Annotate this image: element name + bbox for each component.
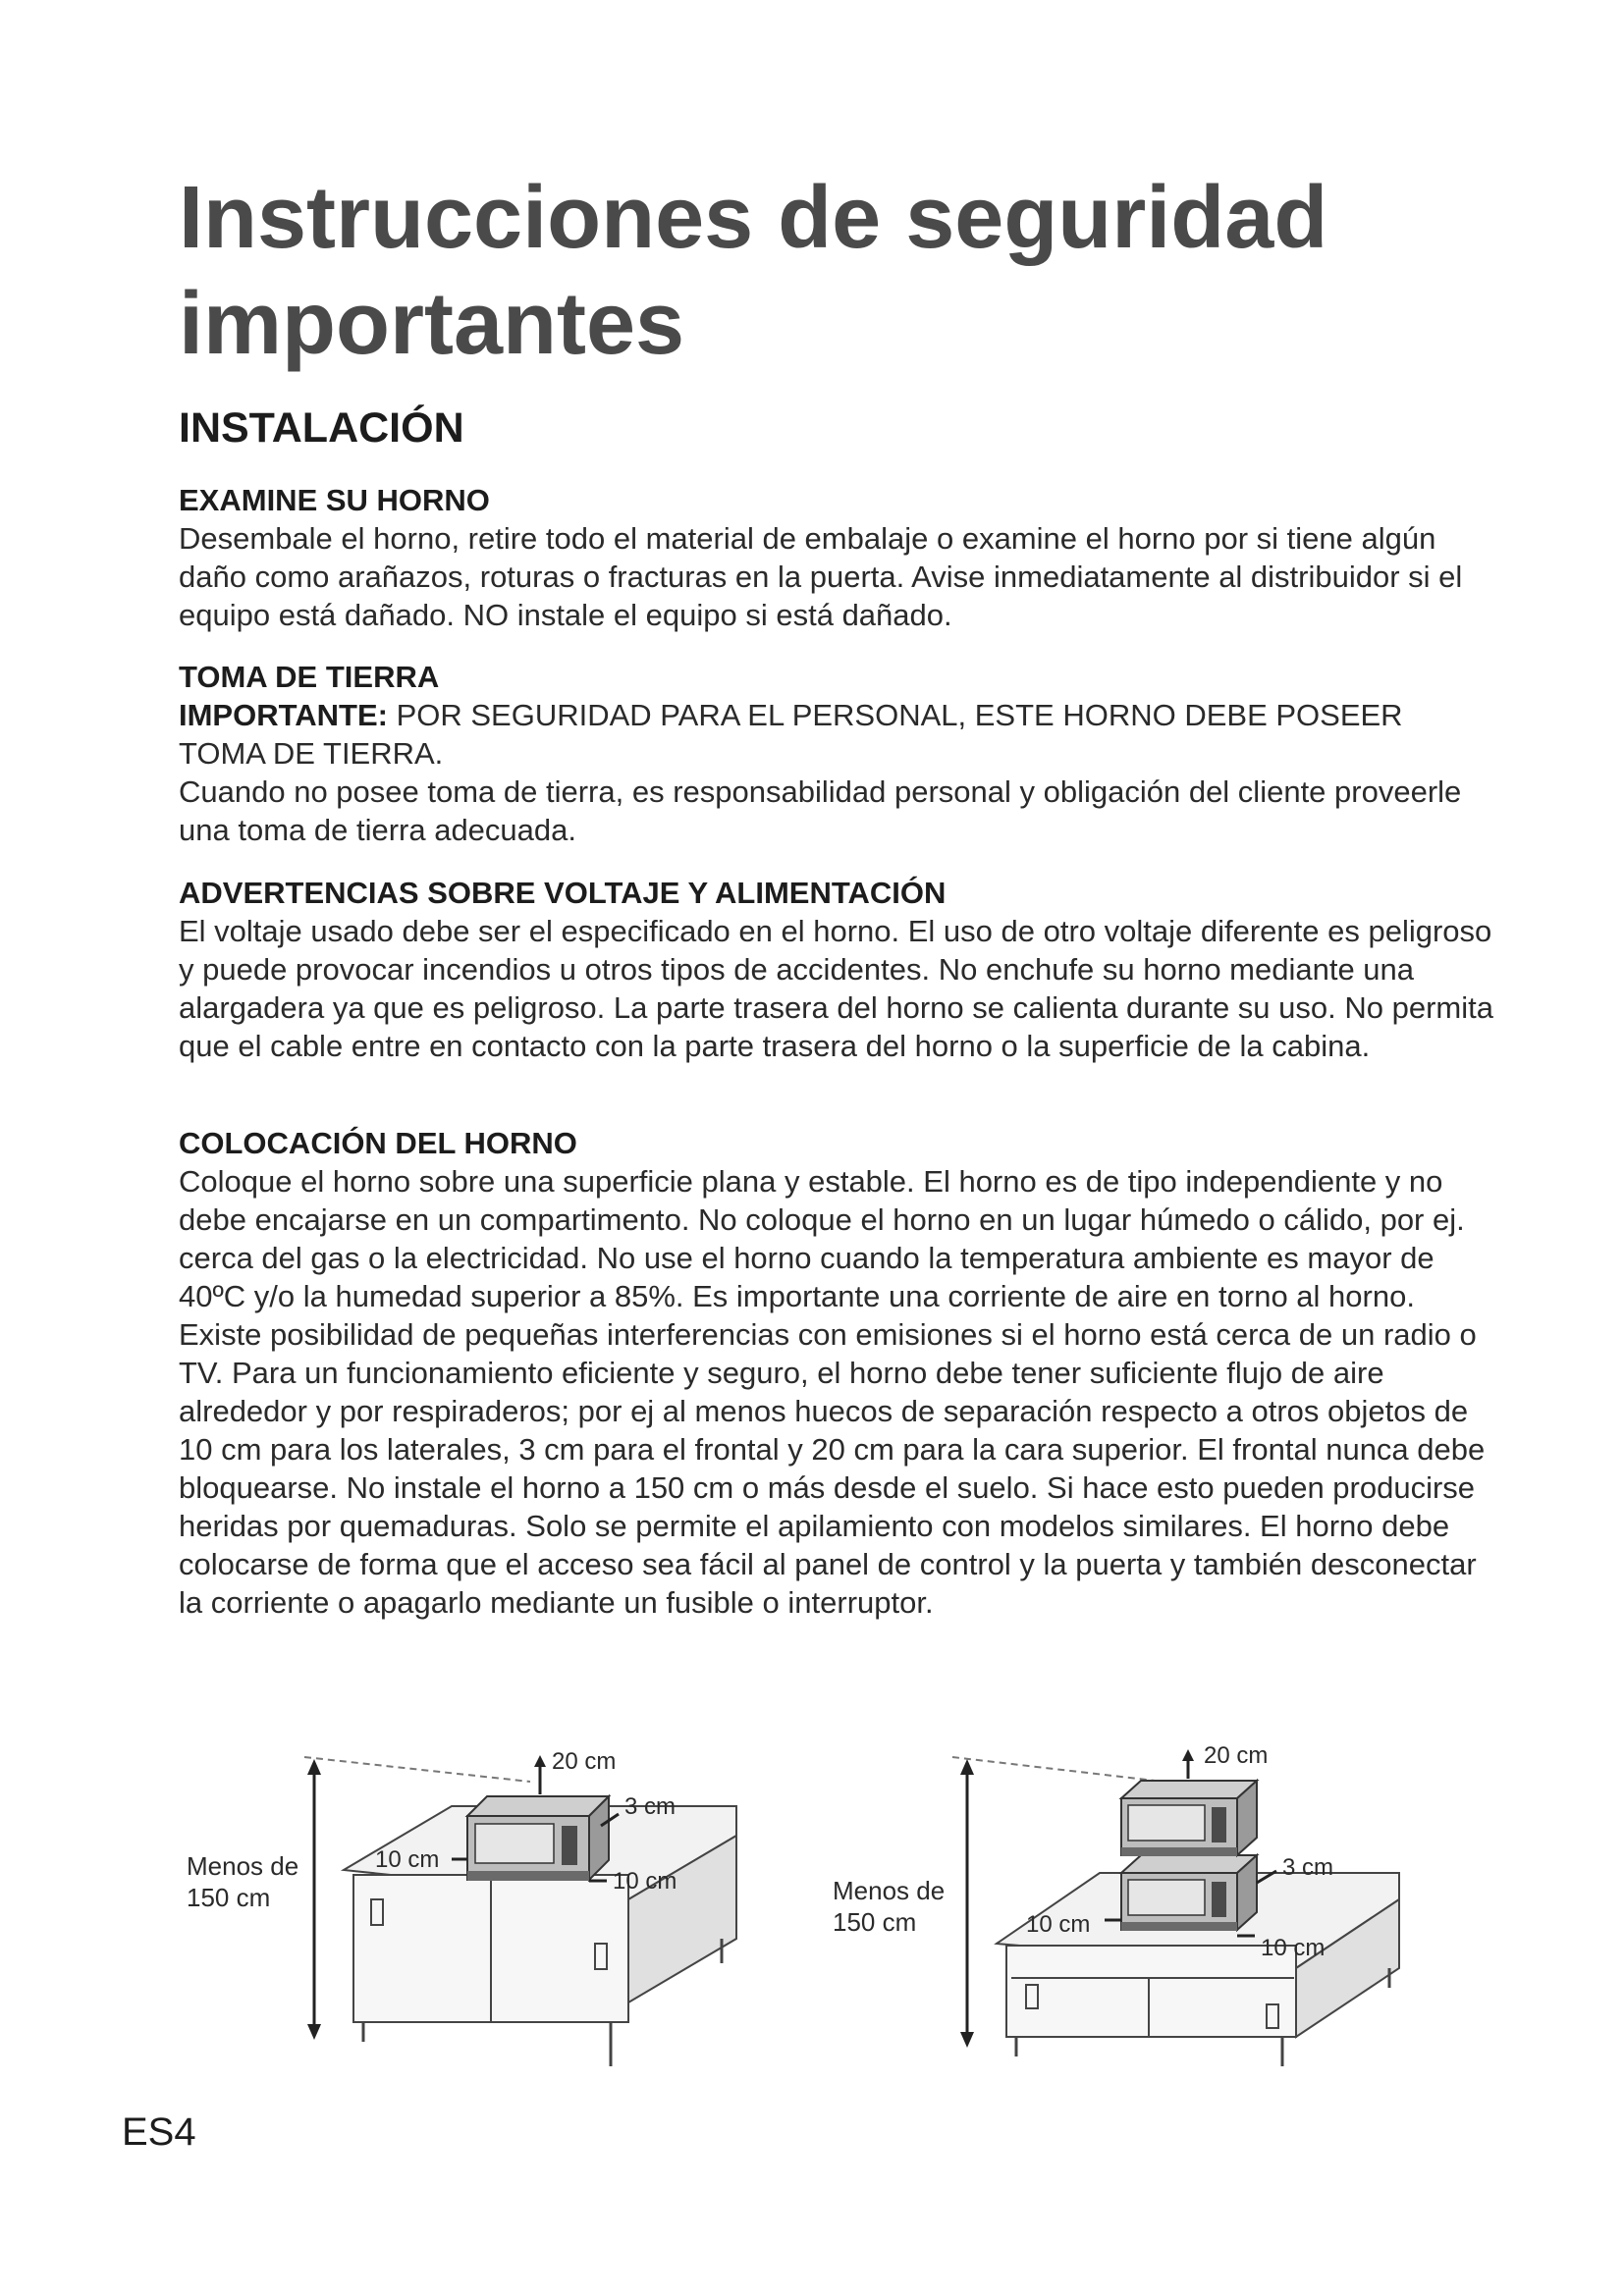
height-arrow-head-bottom <box>960 2032 974 2048</box>
left-gap-label: 10 cm <box>375 1846 440 1873</box>
oven-top <box>467 1796 609 1816</box>
top-gap-arrow-head <box>1182 1749 1194 1761</box>
upper-oven-control-panel <box>1212 1807 1226 1842</box>
right-gap-label: 10 cm <box>613 1868 677 1895</box>
oven-control-panel <box>562 1826 577 1865</box>
height-reference-line <box>304 1757 530 1782</box>
earth-section <box>179 658 1494 849</box>
top-gap-arrow-head <box>534 1755 546 1767</box>
earth-text: Cuando no posee toma de tierra, es responsabilidad personal y obligación del cliente proveerle una toma de tierra adecuada. <box>179 774 1462 847</box>
lower-oven-control-panel <box>1212 1882 1226 1917</box>
height-label-line1: Menos de <box>187 1851 299 1881</box>
height-label-line2: 150 cm <box>187 1883 271 1912</box>
height-reference-line <box>952 1757 1164 1782</box>
height-arrow-head-top <box>960 1759 974 1775</box>
front-gap-label: 3 cm <box>1282 1854 1334 1881</box>
section-heading: INSTALACIÓN <box>179 404 464 452</box>
examine-section <box>179 481 1494 634</box>
earth-important <box>179 696 1494 773</box>
placement-section <box>179 1124 1494 1622</box>
height-arrow-head-top <box>307 1759 321 1775</box>
height-label-line2: 150 cm <box>833 1907 917 1937</box>
examine-text: Desembale el horno, retire todo el material de embalaje o examine el horno por si tiene algún daño como arañazos, roturas o fracturas en la puerta. Avise inmediatamente al distribuidor si el equipo está dañado. NO instale el equipo si está dañado. <box>179 521 1463 632</box>
front-gap-label: 3 cm <box>624 1793 677 1820</box>
voltage-text: El voltaje usado debe ser el especificado en el horno. El uso de otro voltaje diferente es peligroso y puede provocar incendios u otros tipos de accidentes. No enchufe su horno mediante una alargadera ya que es peligroso. La parte trasera del horno se calienta durante su uso. No permita que el cable entre en contacto con la parte trasera del horno o la superficie de la cabina. <box>179 914 1493 1063</box>
voltage-section <box>179 874 1494 1065</box>
height-arrow-head-bottom <box>307 2024 321 2040</box>
cabinet-front <box>1006 1946 1296 2037</box>
page-number: ES4 <box>122 2110 196 2154</box>
examine-heading: EXAMINE SU HORNO <box>179 483 490 517</box>
stacked-oven-clearance-figure <box>825 1728 1414 2120</box>
left-gap-label: 10 cm <box>1026 1911 1091 1938</box>
placement-heading: COLOCACIÓN DEL HORNO <box>179 1126 577 1160</box>
top-gap-label: 20 cm <box>552 1748 617 1775</box>
page-title: Instrucciones de seguridad importantes <box>179 169 1328 373</box>
lower-oven-base <box>1121 1922 1237 1931</box>
single-oven-clearance-figure <box>177 1728 766 2120</box>
important-label: IMPORTANTE: <box>179 698 388 732</box>
voltage-heading: ADVERTENCIAS SOBRE VOLTAJE Y ALIMENTACIÓN <box>179 876 947 910</box>
oven-base <box>467 1871 589 1881</box>
oven-door-window <box>475 1824 554 1863</box>
height-label-line1: Menos de <box>833 1876 946 1905</box>
lower-oven-window <box>1128 1880 1205 1915</box>
upper-oven-window <box>1128 1805 1205 1841</box>
upper-oven-top <box>1121 1781 1257 1798</box>
important-text: POR SEGURIDAD PARA EL PERSONAL, ESTE HORNO DEBE POSEER TOMA DE TIERRA. <box>179 698 1403 771</box>
lower-oven-top <box>1121 1855 1257 1873</box>
upper-oven-base <box>1121 1847 1237 1856</box>
right-gap-label: 10 cm <box>1261 1935 1326 1961</box>
top-gap-label: 20 cm <box>1204 1742 1269 1769</box>
earth-heading: TOMA DE TIERRA <box>179 660 440 694</box>
placement-text: Coloque el horno sobre una superficie plana y estable. El horno es de tipo independiente y no debe encajarse en un compartimento. No coloque el horno en un lugar húmedo o cálido, por ej. cerca del gas o la electricidad. No use el horno cuando la temperatura ambiente es mayor de 40ºC y/o la humedad superior a 85%. Es importante una corriente de aire en torno al horno. Existe posibilidad de pequeñas interferencias con emisiones si el horno está cerca de un radio o TV. Para un funcionamiento eficiente y seguro, el horno debe tener suficiente flujo de aire alrededor y por respiraderos; por ej al menos huecos de separación respecto a otros objetos de 10 cm para los laterales, 3 cm para el frontal y 20 cm para la cara superior. El frontal nunca debe bloquearse. No instale el horno a 150 cm o más desde el suelo. Si hace esto pueden producirse heridas por quemaduras. Solo se permite el apilamiento con modelos similares. El horno debe colocarse de forma que el acceso sea fácil al panel de control y la puerta y también desconectar la corriente o apagarlo mediante un fusible o interruptor. <box>179 1164 1486 1620</box>
